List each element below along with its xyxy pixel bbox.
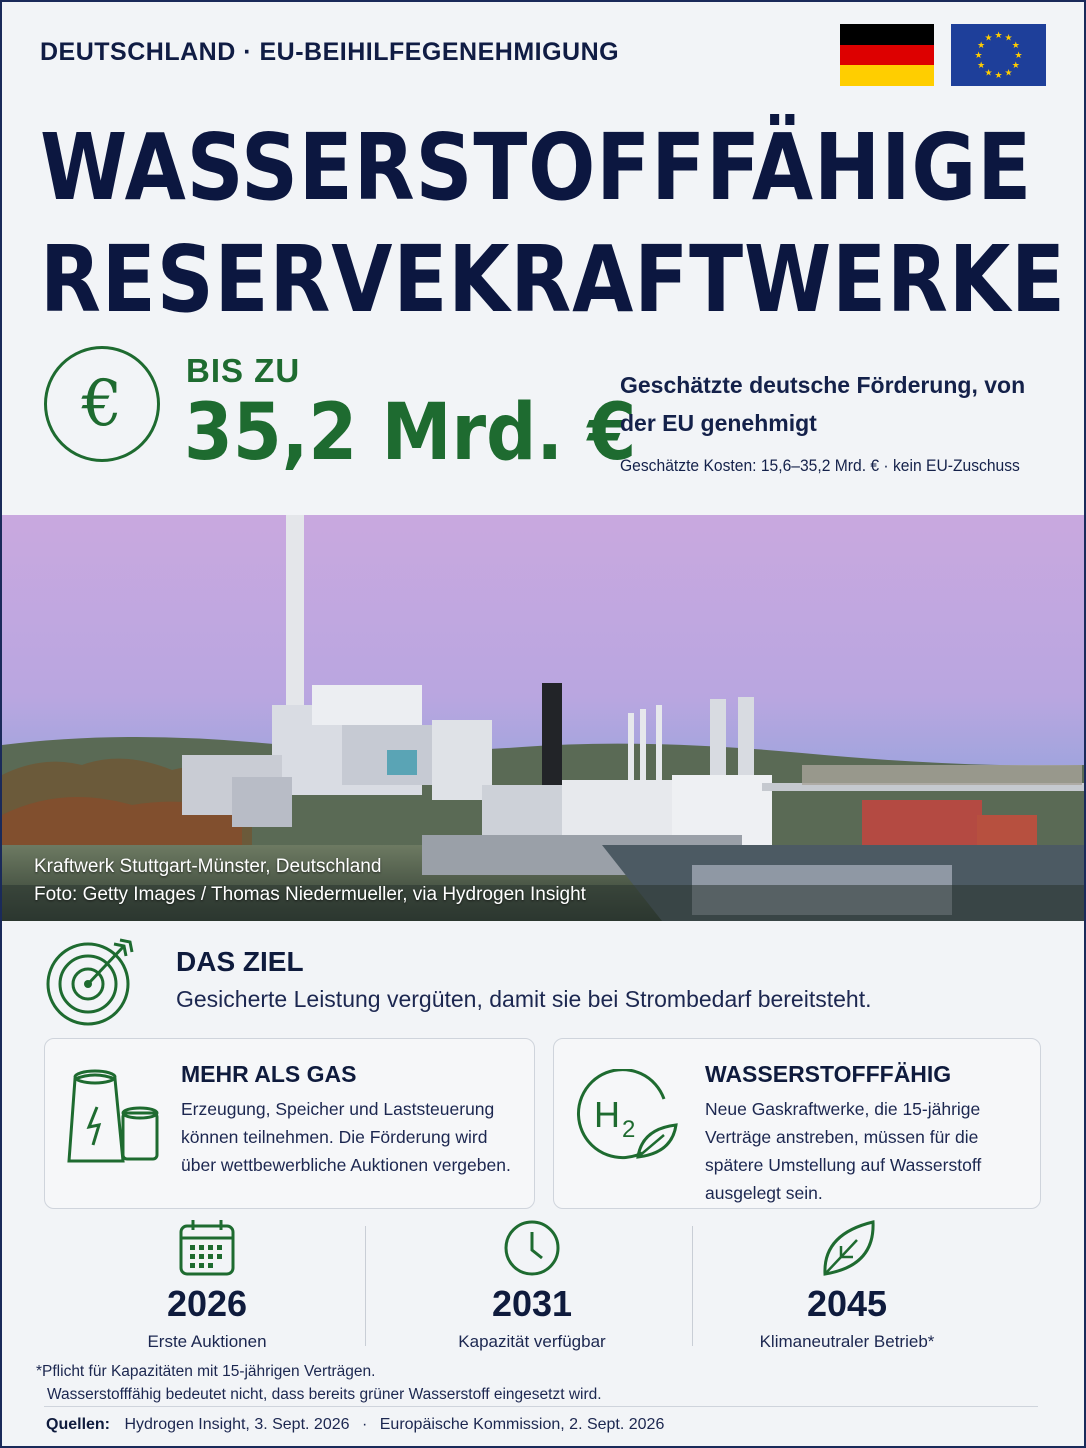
card-text-line: über wettbewerbliche Auktionen vergeben.	[181, 1155, 511, 1175]
source-item: Europäische Kommission, 2. Sept. 2026	[379, 1416, 665, 1433]
card-hydrogen-ready	[553, 1038, 1041, 1209]
card-text	[705, 1095, 1025, 1207]
amount-prefix: BIS ZU	[186, 352, 301, 389]
eu-flag	[951, 24, 1046, 86]
timeline-item-2045	[682, 1218, 1012, 1352]
goal-title: DAS ZIEL	[176, 946, 304, 977]
card-title: MEHR ALS GAS	[181, 1061, 357, 1087]
eu-star-icon: ★	[974, 50, 983, 60]
eu-star-icon: ★	[1011, 40, 1020, 50]
title-line-1: WASSERSTOFFFÄHIGE	[40, 114, 1033, 221]
funding-note: Geschätzte Kosten: 15,6–35,2 Mrd. € · kein EU-Zuschuss	[620, 456, 1020, 475]
calendar-icon	[177, 1218, 237, 1278]
title-line-2: RESERVEKRAFTWERKE	[40, 226, 1066, 333]
card-text	[181, 1095, 521, 1179]
timeline-divider	[365, 1226, 366, 1346]
sources-divider	[44, 1406, 1038, 1407]
flag-stripe-gold	[840, 65, 934, 86]
funding-description: Geschätzte deutsche Förderung, von der EU genehmigt	[620, 372, 1026, 436]
timeline-item-2026	[42, 1218, 372, 1352]
eu-star-icon: ★	[1004, 32, 1013, 43]
page-title	[40, 112, 1066, 336]
caption-credit: Foto: Getty Images / Thomas Niedermueller, via Hydrogen Insight	[34, 884, 586, 905]
eu-star-icon: ★	[984, 67, 993, 78]
card-text-line: Neue Gaskraftwerke, die 15-jährige	[705, 1099, 981, 1119]
germany-flag	[840, 24, 934, 86]
timeline-item-2031	[367, 1218, 697, 1352]
svg-text:H: H	[594, 1094, 620, 1135]
eu-stars	[951, 24, 1046, 86]
eu-star-icon: ★	[984, 32, 993, 43]
card-text-line: Erzeugung, Speicher und Laststeuerung	[181, 1099, 495, 1119]
source-item: Hydrogen Insight, 3. Sept. 2026	[124, 1416, 350, 1433]
target-icon	[44, 936, 136, 1028]
photo-caption	[34, 853, 586, 909]
card-text-line: spätere Umstellung auf Wasserstoff	[705, 1155, 982, 1175]
eu-star-icon: ★	[994, 70, 1003, 80]
sources-label: Quellen:	[46, 1416, 111, 1433]
euro-icon: €	[44, 346, 160, 462]
leaf-icon	[817, 1218, 877, 1278]
funding-amount: 35,2 Mrd. €	[184, 388, 637, 478]
source-separator: ·	[361, 1416, 368, 1433]
flag-stripe-red	[840, 45, 934, 66]
clock-icon	[502, 1218, 562, 1278]
card-text-line: ausgelegt sein.	[705, 1183, 823, 1203]
timeline-year: 2031	[491, 1283, 573, 1324]
eu-star-icon: ★	[977, 40, 986, 50]
footnote-line: *Pflicht für Kapazitäten mit 15-jährigen Verträgen.	[36, 1363, 376, 1380]
flag-stripe-black	[840, 24, 934, 45]
eu-star-icon: ★	[1011, 60, 1020, 70]
eu-star-icon: ★	[1004, 67, 1013, 78]
card-title: WASSERSTOFFFÄHIG	[705, 1061, 952, 1087]
svg-text:2: 2	[622, 1116, 636, 1143]
card-more-than-gas	[44, 1038, 535, 1209]
eu-star-icon: ★	[977, 60, 986, 70]
hydrogen-leaf-icon	[572, 1069, 684, 1165]
timeline-label: Erste Auktionen	[147, 1332, 267, 1351]
card-text-line: können teilnehmen. Die Förderung wird	[181, 1127, 488, 1147]
timeline-label: Klimaneutraler Betrieb*	[759, 1332, 935, 1351]
card-text-line: Verträge anstreben, müssen für die	[705, 1127, 979, 1147]
footnote-line: Wasserstofffähig bedeutet nicht, dass bereits grüner Wasserstoff eingesetzt wird.	[47, 1386, 602, 1403]
timeline-label: Kapazität verfügbar	[458, 1332, 606, 1351]
eu-star-icon: ★	[1014, 50, 1023, 60]
caption-location: Kraftwerk Stuttgart-Münster, Deutschland	[34, 856, 382, 877]
footnote	[36, 1360, 602, 1406]
sources	[46, 1416, 664, 1434]
goal-text: Gesicherte Leistung vergüten, damit sie bei Strombedarf bereitsteht.	[176, 986, 872, 1012]
eu-star-icon: ★	[994, 30, 1003, 40]
timeline-year: 2045	[806, 1283, 888, 1324]
power-plant-icon	[65, 1061, 161, 1171]
kicker: DEUTSCHLAND · EU-BEIHILFEGENEHMIGUNG	[40, 38, 620, 66]
timeline-year: 2026	[166, 1283, 248, 1324]
